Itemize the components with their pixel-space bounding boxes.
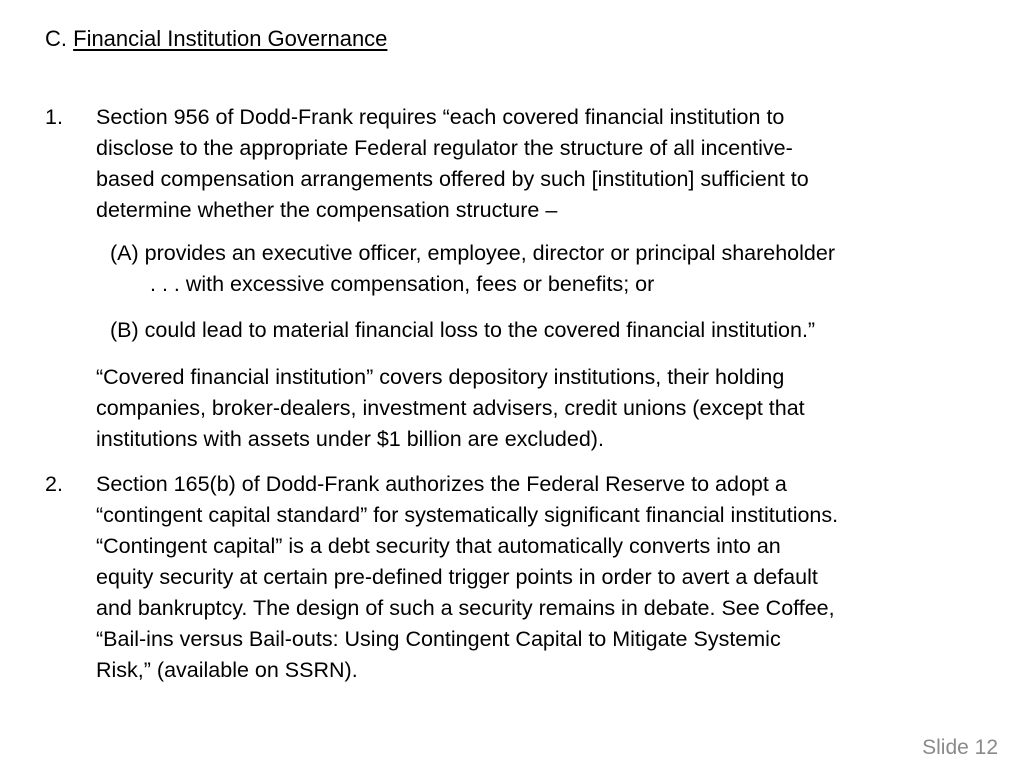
item-1-line: determine whether the compensation structure –: [96, 198, 558, 222]
slide-number: Slide 12: [922, 736, 998, 759]
item-2-line: Section 165(b) of Dodd-Frank authorizes the Federal Reserve to adopt a: [96, 472, 787, 496]
definition-note-line: companies, broker-dealers, investment advisers, credit unions (except that: [96, 396, 805, 420]
item-2-line: “contingent capital standard” for systematically significant financial institutions.: [96, 503, 839, 527]
section-heading: [45, 24, 387, 54]
definition-note-line: institutions with assets under $1 billion are excluded).: [96, 427, 604, 451]
item-1-number: 1.: [45, 105, 63, 129]
item-2-number: 2.: [45, 472, 63, 496]
item-1-line: disclose to the appropriate Federal regulator the structure of all incentive-: [96, 136, 793, 160]
item-2-line: and bankruptcy. The design of such a security remains in debate. See Coffee,: [96, 596, 835, 620]
item-2-line: Risk,” (available on SSRN).: [96, 658, 358, 682]
sub-item-a-line: . . . with excessive compensation, fees or benefits; or: [150, 272, 655, 296]
item-1-text: [96, 102, 996, 226]
item-1-line: based compensation arrangements offered by such [institution] sufficient to: [96, 167, 809, 191]
section-title: Financial Institution Governance: [73, 26, 388, 51]
item-2-line: “Bail-ins versus Bail-outs: Using Contingent Capital to Mitigate Systemic: [96, 627, 781, 651]
item-1-line: Section 956 of Dodd-Frank requires “each covered financial institution to: [96, 105, 785, 129]
item-2-line: “Contingent capital” is a debt security that automatically converts into an: [96, 534, 781, 558]
item-2-line: equity security at certain pre-defined trigger points in order to avert a default: [96, 565, 818, 589]
sub-item-b-line: (B) could lead to material financial loss to the covered financial institution.”: [110, 318, 816, 342]
item-2-text: [96, 469, 996, 686]
sub-item-a: [110, 238, 990, 300]
sub-item-b: [110, 315, 990, 346]
sub-item-a-line: (A) provides an executive officer, employee, director or principal shareholder: [110, 241, 835, 265]
definition-note: [96, 362, 996, 455]
definition-note-line: “Covered financial institution” covers depository institutions, their holding: [96, 365, 785, 389]
section-letter: C.: [45, 26, 67, 51]
